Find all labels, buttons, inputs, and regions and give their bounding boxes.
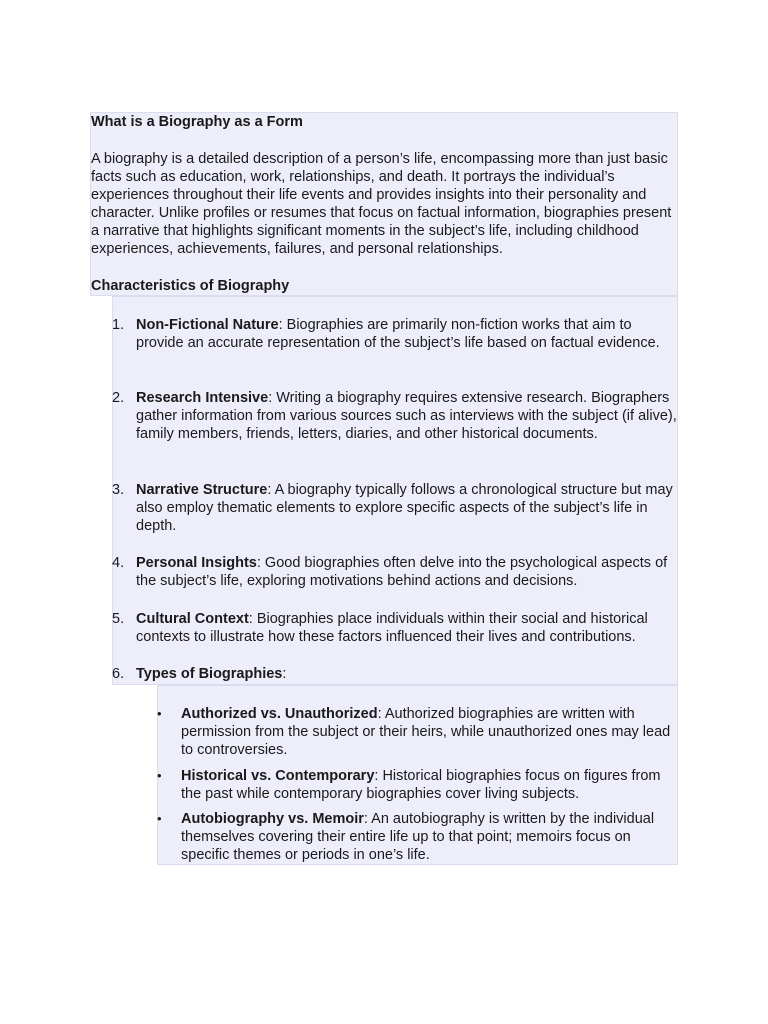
list-item-text	[136, 610, 678, 646]
bullet-item-text	[181, 705, 678, 759]
list-number: 1.	[112, 317, 125, 333]
list-item-text	[136, 481, 678, 535]
list-item-term: Cultural Context	[136, 611, 249, 627]
list-number: 5.	[112, 611, 125, 627]
list-item-text	[136, 389, 678, 443]
list-item-term: Personal Insights	[136, 555, 257, 571]
list-item-text	[136, 665, 678, 683]
list-item-text	[136, 316, 678, 352]
document-title: What is a Biography as a Form	[91, 114, 303, 130]
bullet-item-term: Historical vs. Contemporary	[181, 768, 375, 784]
list-item-description: : Biographies are primarily non-fiction works that aim to provide an accurate representation of the subject’s life based on factual evidence.	[136, 317, 660, 351]
list-item-term: Non-Fictional Nature	[136, 317, 279, 333]
list-item-term: Types of Biographies	[136, 666, 283, 682]
list-item-term: Research Intensive	[136, 390, 269, 406]
bullet-item-text	[181, 810, 678, 864]
bullet-item-description: : An autobiography is written by the individual themselves covering their entire life up to that point; memoirs focus on specific themes or periods in one’s life.	[181, 811, 655, 863]
bullet-item-text	[181, 767, 678, 803]
list-number: 2.	[112, 390, 125, 406]
list-number: 4.	[112, 555, 125, 571]
characteristics-heading: Characteristics of Biography	[91, 278, 290, 294]
list-item-description: :	[282, 666, 287, 682]
bullet-item-term: Authorized vs. Unauthorized	[181, 706, 378, 722]
list-item-description: : A biography typically follows a chronological structure but may also employ thematic elements to explore specific aspects of the subject’s life in depth.	[136, 482, 673, 534]
list-item-text	[136, 554, 678, 590]
bullet-icon: •	[157, 768, 162, 783]
bullet-item-term: Autobiography vs. Memoir	[181, 811, 364, 827]
bullet-icon: •	[157, 706, 162, 721]
list-item-term: Narrative Structure	[136, 482, 268, 498]
list-item-description: : Good biographies often delve into the psychological aspects of the subject’s life, exploring motivations behind actions and decisions.	[136, 555, 668, 589]
list-item-description: : Writing a biography requires extensive research. Biographers gather information from various sources such as interviews with the subject (if alive), family members, friends, letters, diaries, and other historical documents.	[136, 390, 677, 442]
list-number: 6.	[112, 666, 125, 682]
intro-paragraph: A biography is a detailed description of a person’s life, encompassing more than just basic facts such as education, work, relationships, and death. It portrays the individual’s experiences throughout their life events and provides insights into their personality and character. Unlike profiles or resumes that focus on factual information, biographies present a narrative that highlights significant moments in the subject’s life, including childhood experiences, achievements, failures, and personal relationships.	[91, 151, 672, 257]
bullet-item-description: : Authorized biographies are written with permission from the subject or their heirs, while unauthorized ones may lead to controversies.	[181, 706, 671, 758]
list-number: 3.	[112, 482, 125, 498]
bullet-item-description: : Historical biographies focus on figures from the past while contemporary biographies cover living subjects.	[181, 768, 661, 802]
bullet-icon: •	[157, 811, 162, 826]
list-item-description: : Biographies place individuals within their social and historical contexts to illustrate how these factors influenced their lives and contributions.	[136, 611, 648, 645]
